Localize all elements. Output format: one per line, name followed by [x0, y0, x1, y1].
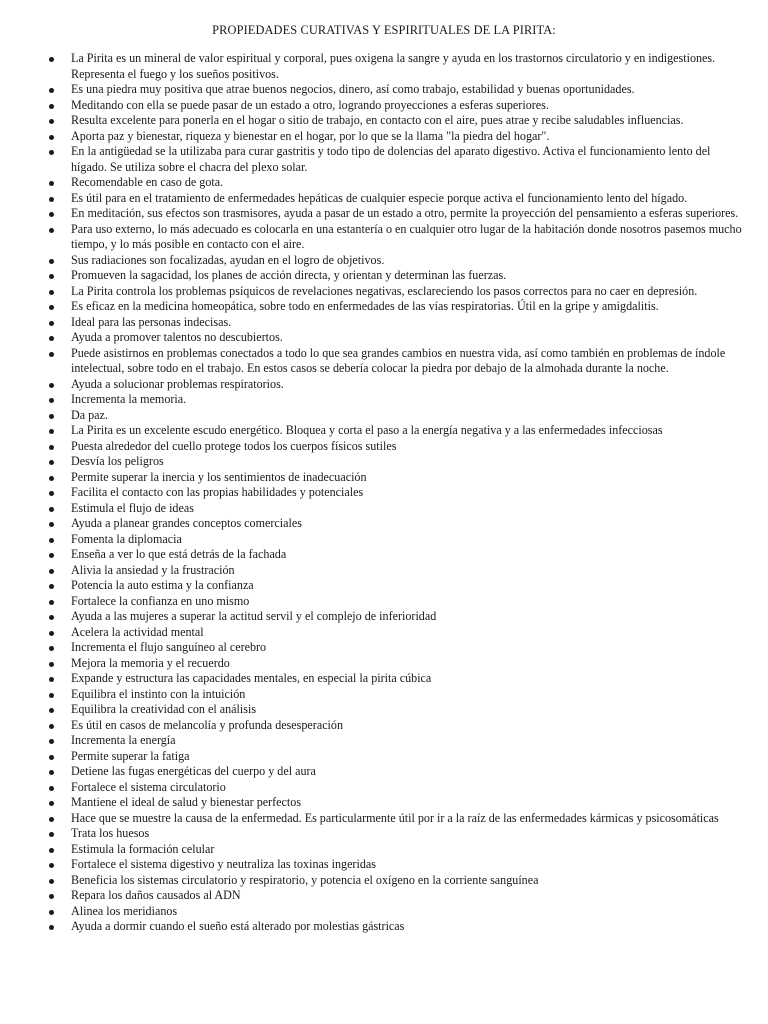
- list-item-text: Enseña a ver lo que está detrás de la fachada: [71, 547, 287, 561]
- list-item-text: Puede asistirnos en problemas conectados a todo lo que sea grandes cambios en nuestra vida, así como también en problemas de índole intelectual, sobre todo en el trabajo. En estos casos se debería colocar la piedra por debajo de la almohada durante la noche.: [71, 345, 726, 375]
- list-item: [0, 532, 768, 548]
- list-item: [0, 625, 768, 641]
- list-item: [0, 857, 768, 873]
- bullet-dot-icon: [49, 181, 54, 186]
- list-item-text: Para uso externo, lo más adecuado es colocarla en una estantería o en cualquier otro lugar de la habitación donde nosotros pasemos mucho tiempo, y lo más posible en contacto con el aire.: [71, 221, 742, 251]
- list-item-text: Hace que se muestre la causa de la enfermedad. Es particularmente útil por ir a la raíz de las enfermedades kármicas y psicosomáticas: [71, 810, 719, 825]
- list-item-text: Beneficia los sistemas circulatorio y respiratorio, y potencia el oxígeno en la corriente sanguínea: [71, 872, 539, 887]
- list-item: [0, 904, 768, 920]
- list-item: [0, 98, 768, 114]
- list-item-text: Da paz.: [71, 407, 108, 422]
- list-item: [0, 640, 768, 656]
- list-item-text: Ayuda a las mujeres a superar la actitud servil y el complejo de inferioridad: [71, 609, 437, 623]
- list-item-text: Estimula la formación celular: [71, 841, 215, 856]
- list-item: [0, 408, 768, 424]
- bullet-dot-icon: [49, 600, 54, 605]
- list-item-text: La Pirita es un mineral de valor espiritual y corporal, pues oxigena la sangre y ayuda en los trastornos circulatorio y en indigestiones. Representa el fuego y los sueños positivos.: [71, 51, 716, 81]
- list-item-text: Facilita el contacto con las propias habilidades y potenciales: [71, 485, 364, 499]
- bullet-dot-icon: [49, 646, 54, 651]
- list-item: [0, 144, 768, 175]
- list-item: [0, 656, 768, 672]
- list-item: [0, 82, 768, 98]
- list-item: [0, 485, 768, 501]
- bullet-dot-icon: [49, 832, 54, 837]
- list-item: [0, 470, 768, 486]
- list-item-text: Mantiene el ideal de salud y bienestar perfectos: [71, 795, 302, 809]
- list-item: [0, 175, 768, 191]
- list-item: [0, 671, 768, 687]
- bullet-dot-icon: [49, 925, 54, 930]
- bullet-dot-icon: [49, 910, 54, 915]
- bullet-dot-icon: [49, 708, 54, 713]
- properties-list: [0, 51, 768, 935]
- list-item-text: Es una piedra muy positiva que atrae buenos negocios, dinero, así como trabajo, estabilidad y buenas oportunidades.: [71, 82, 635, 96]
- bullet-dot-icon: [49, 290, 54, 295]
- list-item: [0, 873, 768, 889]
- list-item: [0, 826, 768, 842]
- bullet-dot-icon: [49, 522, 54, 527]
- list-item-text: Trata los huesos: [71, 826, 150, 840]
- list-item-text: Puesta alrededor del cuello protege todos los cuerpos físicos sutiles: [71, 438, 397, 453]
- bullet-dot-icon: [49, 662, 54, 667]
- list-item: [0, 811, 768, 827]
- bullet-dot-icon: [49, 305, 54, 310]
- list-item-text: Es útil en casos de melancolía y profunda desesperación: [71, 717, 344, 732]
- bullet-dot-icon: [49, 259, 54, 264]
- list-item: [0, 51, 768, 82]
- list-item: [0, 113, 768, 129]
- list-item-text: En la antigüedad se la utilizaba para curar gastritis y todo tipo de dolencias del aparato digestivo. Activa el funcionamiento lento del hígado. Se utiliza sobre el chacra del plexo solar.: [71, 144, 711, 174]
- bullet-dot-icon: [49, 445, 54, 450]
- list-item-text: Ayuda a dormir cuando el sueño está alterado por molestias gástricas: [71, 919, 405, 933]
- bullet-dot-icon: [49, 321, 54, 326]
- list-item-text: Resulta excelente para ponerla en el hogar o sitio de trabajo, en contacto con el aire, pues atrae y recibe saludables influencias.: [71, 113, 684, 127]
- list-item-text: Acelera la actividad mental: [71, 624, 204, 639]
- bullet-dot-icon: [49, 197, 54, 202]
- bullet-dot-icon: [49, 631, 54, 636]
- list-item-text: Aporta paz y bienestar, riqueza y bienestar en el hogar, por lo que se la llama "la piedra del hogar".: [71, 128, 550, 143]
- list-item: [0, 330, 768, 346]
- list-item-text: En meditación, sus efectos son trasmisores, ayuda a pasar de un estado a otro, permite la proyección del pensamiento a esferas superiores.: [71, 206, 739, 220]
- bullet-dot-icon: [49, 383, 54, 388]
- bullet-dot-icon: [49, 414, 54, 419]
- bullet-dot-icon: [49, 894, 54, 899]
- list-item: [0, 222, 768, 253]
- list-item-text: Ideal para las personas indecisas.: [71, 314, 232, 329]
- bullet-dot-icon: [49, 615, 54, 620]
- list-item: [0, 780, 768, 796]
- list-item: [0, 516, 768, 532]
- list-item: [0, 888, 768, 904]
- list-item-text: La Pirita controla los problemas psíquicos de revelaciones negativas, esclareciendo los pasos correctos para no caer en depresión.: [71, 283, 698, 298]
- list-item-text: Desvía los peligros: [71, 454, 164, 468]
- list-item-text: Sus radiaciones son focalizadas, ayudan en el logro de objetivos.: [71, 252, 385, 267]
- bullet-dot-icon: [49, 879, 54, 884]
- list-item: [0, 392, 768, 408]
- list-item: [0, 702, 768, 718]
- list-item: [0, 842, 768, 858]
- list-item: [0, 439, 768, 455]
- list-item-text: Ayuda a promover talentos no descubiertos.: [71, 330, 283, 344]
- list-item: [0, 191, 768, 207]
- bullet-dot-icon: [49, 228, 54, 233]
- bullet-dot-icon: [49, 801, 54, 806]
- list-item-text: Promueven la sagacidad, los planes de acción directa, y orientan y determinan las fuerzas.: [71, 268, 507, 282]
- bullet-dot-icon: [49, 135, 54, 140]
- list-item: [0, 795, 768, 811]
- list-item: [0, 718, 768, 734]
- bullet-dot-icon: [49, 150, 54, 155]
- list-item-text: Equilibra la creatividad con el análisis: [71, 702, 257, 716]
- bullet-dot-icon: [49, 770, 54, 775]
- list-item: [0, 284, 768, 300]
- list-item-text: Fomenta la diplomacia: [71, 531, 182, 546]
- list-item: [0, 501, 768, 517]
- list-item: [0, 919, 768, 935]
- list-item-text: Equilibra el instinto con la intuición: [71, 686, 246, 701]
- list-item: [0, 346, 768, 377]
- list-item-text: Repara los daños causados al ADN: [71, 888, 241, 902]
- bullet-dot-icon: [49, 755, 54, 760]
- list-item-text: Fortalece la confianza en uno mismo: [71, 593, 250, 608]
- list-item-text: Estimula el flujo de ideas: [71, 500, 194, 515]
- bullet-dot-icon: [49, 507, 54, 512]
- list-item: [0, 578, 768, 594]
- list-item-text: Recomendable en caso de gota.: [71, 175, 224, 189]
- bullet-dot-icon: [49, 88, 54, 93]
- list-item-text: Fortalece el sistema digestivo y neutraliza las toxinas ingeridas: [71, 857, 376, 871]
- bullet-dot-icon: [49, 491, 54, 496]
- list-item-text: Alinea los meridianos: [71, 903, 178, 918]
- list-item-text: Fortalece el sistema circulatorio: [71, 779, 226, 794]
- list-item: [0, 454, 768, 470]
- list-item: [0, 268, 768, 284]
- document-title: PROPIEDADES CURATIVAS Y ESPIRITUALES DE LA PIRITA:: [212, 23, 556, 37]
- list-item: [0, 253, 768, 269]
- list-item: [0, 547, 768, 563]
- bullet-dot-icon: [49, 476, 54, 481]
- list-item-text: Alivia la ansiedad y la frustración: [71, 562, 235, 577]
- bullet-dot-icon: [49, 212, 54, 217]
- bullet-dot-icon: [49, 429, 54, 434]
- list-item-text: Detiene las fugas energéticas del cuerpo y del aura: [71, 764, 316, 778]
- bullet-dot-icon: [49, 848, 54, 853]
- list-item-text: Expande y estructura las capacidades mentales, en especial la pirita cúbica: [71, 671, 432, 685]
- list-item: [0, 594, 768, 610]
- bullet-dot-icon: [49, 460, 54, 465]
- bullet-dot-icon: [49, 569, 54, 574]
- list-item: [0, 299, 768, 315]
- bullet-dot-icon: [49, 104, 54, 109]
- list-item: [0, 764, 768, 780]
- list-item: [0, 563, 768, 579]
- bullet-dot-icon: [49, 693, 54, 698]
- bullet-dot-icon: [49, 57, 54, 62]
- list-item-text: Ayuda a planear grandes conceptos comerciales: [71, 516, 302, 530]
- list-item: [0, 733, 768, 749]
- bullet-dot-icon: [49, 119, 54, 124]
- list-item: [0, 377, 768, 393]
- list-item-text: Mejora la memoria y el recuerdo: [71, 655, 230, 670]
- list-item-text: Es útil para en el tratamiento de enfermedades hepáticas de cualquier especie porque activa el funcionamiento lento del hígado.: [71, 190, 688, 205]
- list-item-text: Ayuda a solucionar problemas respiratorios.: [71, 376, 284, 391]
- list-item: [0, 423, 768, 439]
- list-item: [0, 315, 768, 331]
- bullet-dot-icon: [49, 724, 54, 729]
- bullet-dot-icon: [49, 863, 54, 868]
- bullet-dot-icon: [49, 274, 54, 279]
- list-item: [0, 206, 768, 222]
- bullet-dot-icon: [49, 817, 54, 822]
- list-item: [0, 129, 768, 145]
- bullet-dot-icon: [49, 677, 54, 682]
- list-item: [0, 609, 768, 625]
- bullet-dot-icon: [49, 352, 54, 357]
- bullet-dot-icon: [49, 786, 54, 791]
- bullet-dot-icon: [49, 538, 54, 543]
- list-item: [0, 687, 768, 703]
- bullet-dot-icon: [49, 739, 54, 744]
- list-item-text: Permite superar la inercia y los sentimientos de inadecuación: [71, 469, 367, 484]
- bullet-dot-icon: [49, 584, 54, 589]
- list-item-text: Incrementa la memoria.: [71, 392, 187, 406]
- list-item-text: Permite superar la fatiga: [71, 748, 190, 763]
- list-item-text: Incrementa el flujo sanguíneo al cerebro: [71, 640, 267, 654]
- bullet-dot-icon: [49, 336, 54, 341]
- list-item-text: Meditando con ella se puede pasar de un estado a otro, logrando proyecciones a esferas superiores.: [71, 97, 549, 112]
- list-item-text: La Pirita es un excelente escudo energético. Bloquea y corta el paso a la energía negativa y a las enfermedades infecciosas: [71, 423, 663, 437]
- list-item-text: Potencia la auto estima y la confianza: [71, 578, 254, 592]
- list-item-text: Es eficaz en la medicina homeopática, sobre todo en enfermedades de las vías respiratorias. Útil en la gripe y amigdalitis.: [71, 299, 659, 313]
- bullet-dot-icon: [49, 398, 54, 403]
- list-item: [0, 749, 768, 765]
- list-item-text: Incrementa la energía: [71, 733, 176, 747]
- bullet-dot-icon: [49, 553, 54, 558]
